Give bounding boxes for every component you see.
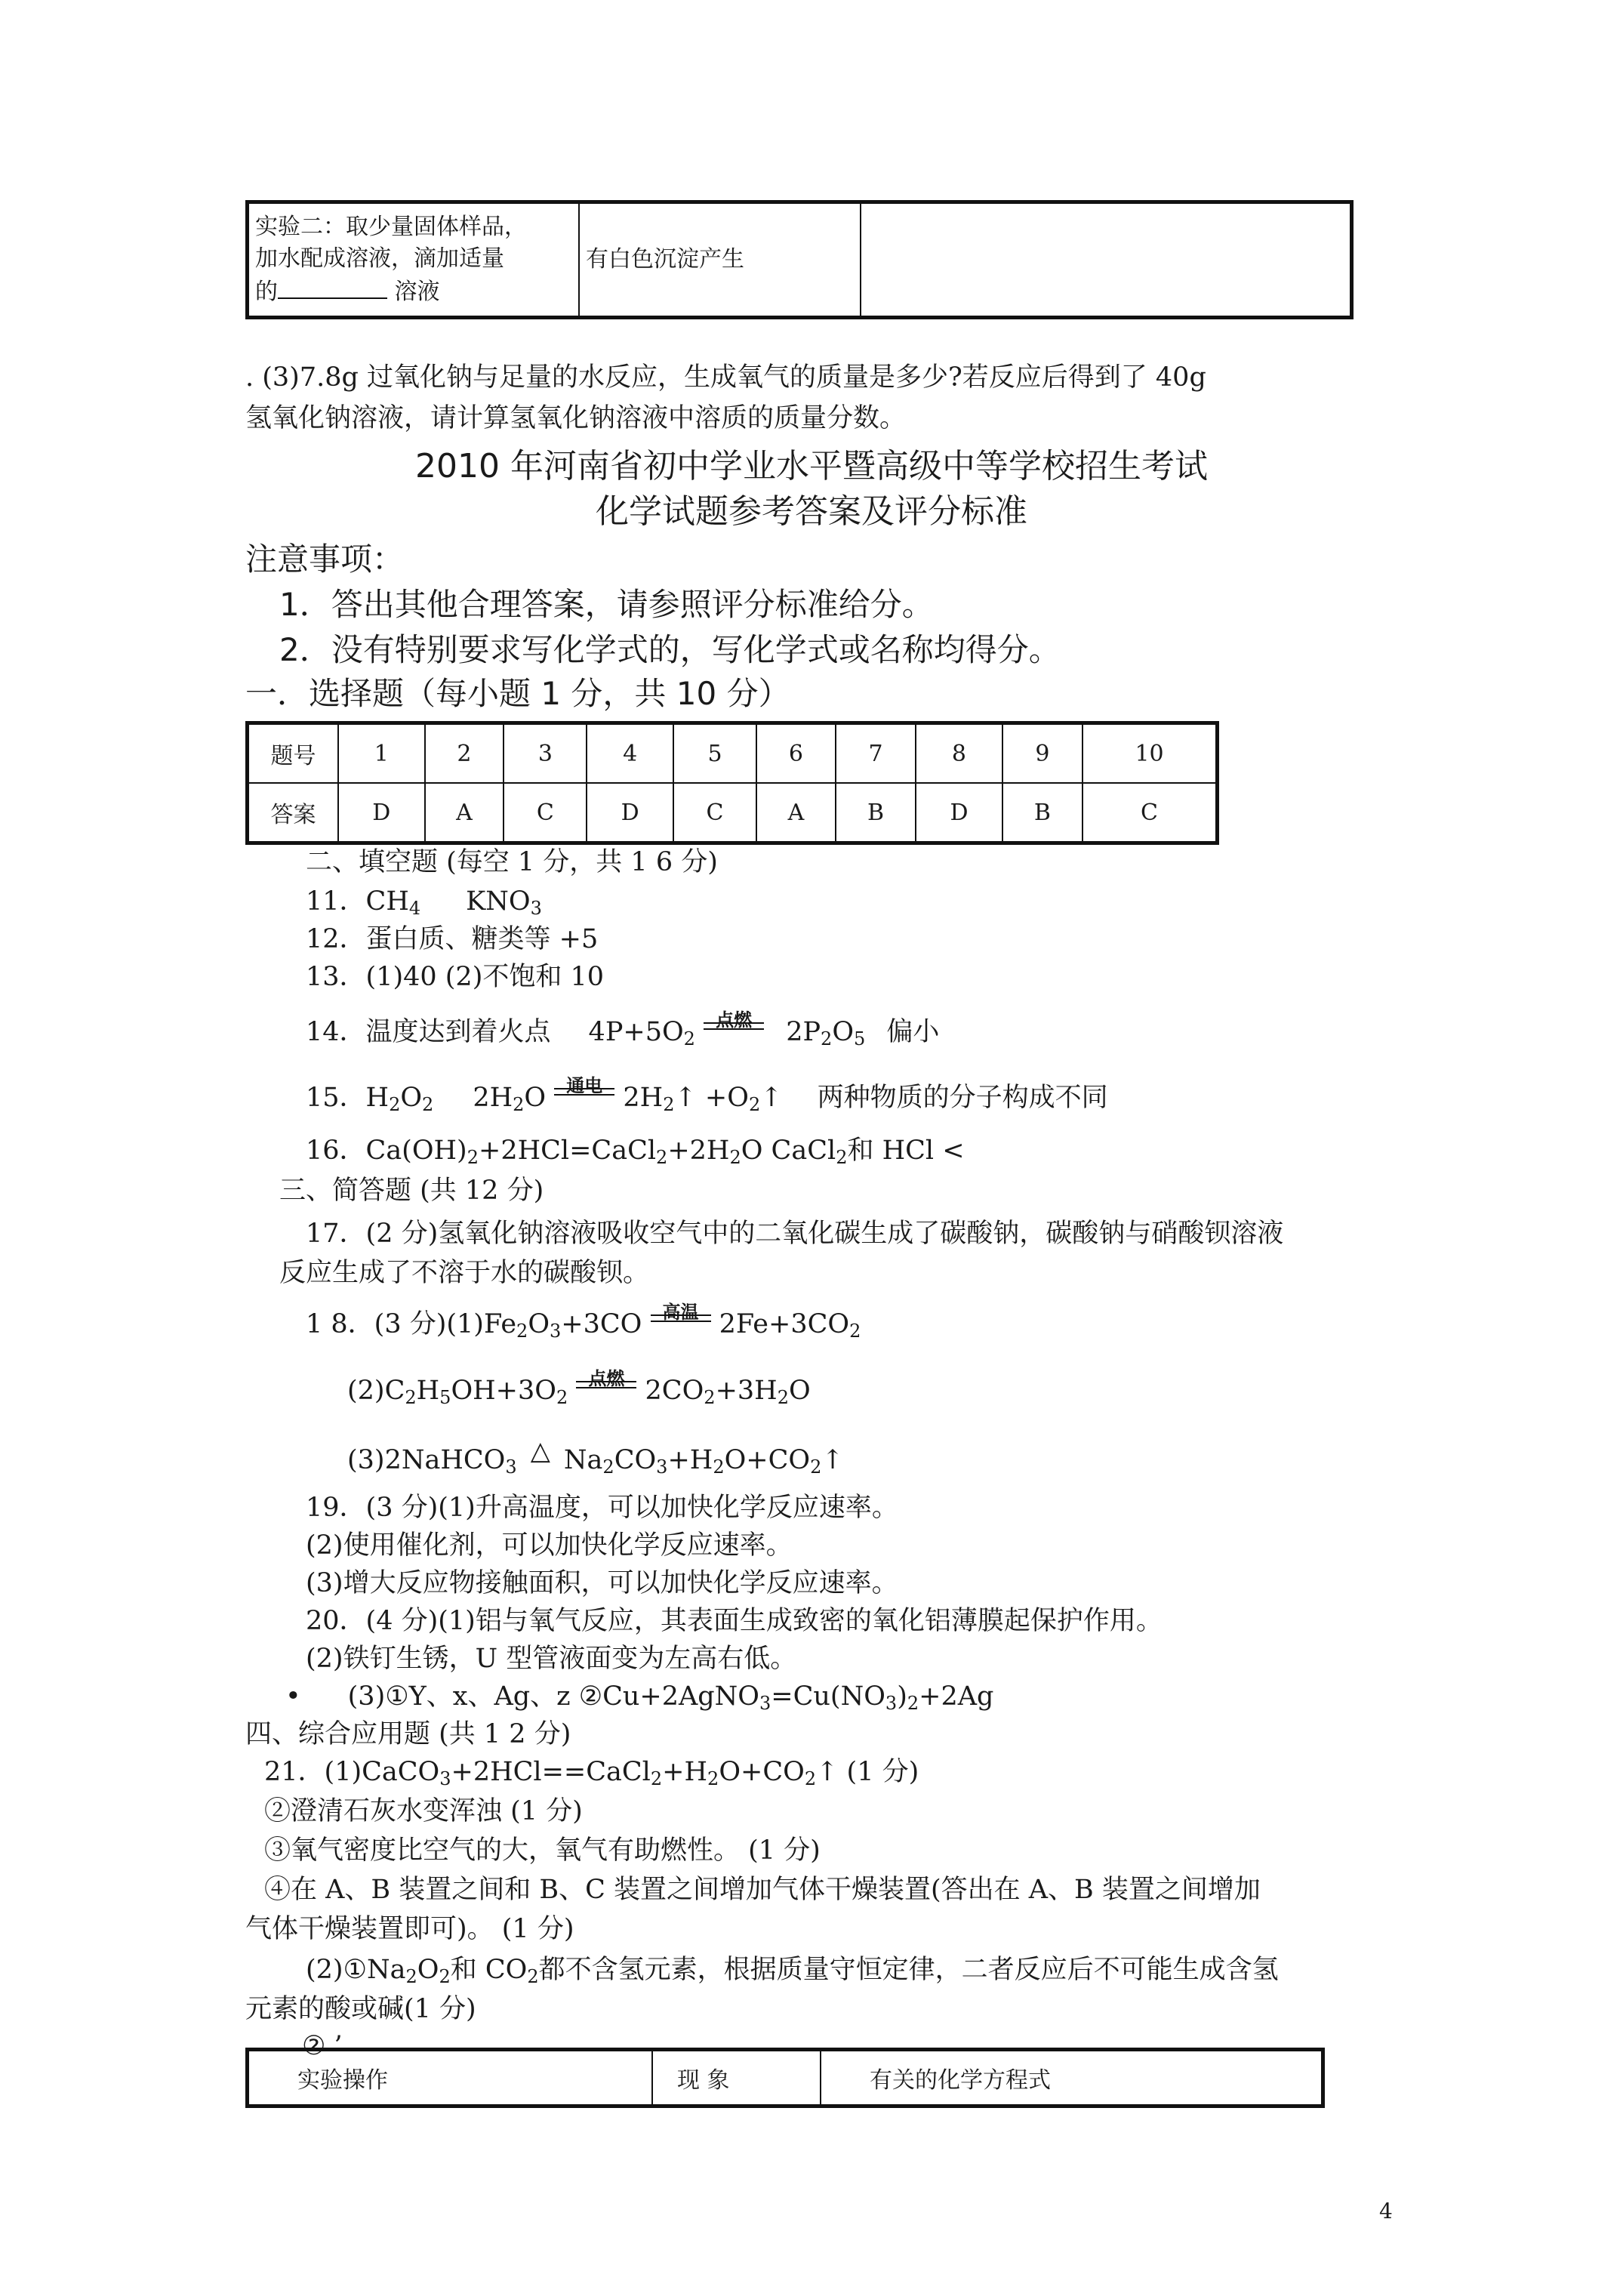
answer-16: 16．$Ca(OH)_2+2HCl=CaCl_2+2H_2O$ CaCl$_2$和 HCl <	[306, 1136, 965, 1168]
experiment-equation-cell	[861, 202, 1352, 318]
table-cell: 1	[338, 723, 425, 784]
table-cell: C	[1083, 783, 1217, 843]
answer-18-2: $(2)C_2H_5OH+3O_2$ 点燃 $2CO_2+3H_2O$	[347, 1368, 811, 1408]
answer-11: 11．$CH_4$ $KNO_3$	[306, 886, 542, 919]
answer-table	[245, 721, 1219, 845]
row-header: 答案	[248, 783, 339, 843]
notes-heading: 注意事项：	[245, 541, 405, 578]
question-3-line1: . (3)7.8g 过氧化钠与足量的水反应，生成氧气的质量是多少?若反应后得到了 40g	[245, 362, 1206, 393]
answer-20-line3: • (3)①Y、x、Ag、z $②Cu+2AgNO_3=Cu(NO_3)_2+2Ag$	[285, 1681, 994, 1714]
answer-20-line2: (2)铁钉生锈，U 型管液面变为左高右低。	[306, 1644, 797, 1674]
table-cell: D	[916, 783, 1002, 843]
answer-12: 12．蛋白质、糖类等 +5	[306, 924, 599, 954]
table-cell: D	[587, 783, 673, 843]
table-cell: 4	[587, 723, 673, 784]
table-cell: A	[425, 783, 504, 843]
table-cell: 6	[756, 723, 836, 784]
page-title: 2010 年河南省初中学业水平暨高级中等学校招生考试	[415, 447, 1208, 485]
table-row	[248, 723, 1218, 784]
page-number: 4	[1379, 2199, 1393, 2224]
answer-14: 14．温度达到着火点 $4P+5O_2$ 点燃 $2P_2O_5$ 偏小	[306, 1009, 940, 1049]
section-2-heading: 二、填空题 (每空 1 分，共 1 6 分)	[306, 847, 718, 877]
experiment-table-bottom	[245, 2048, 1325, 2108]
answer-19-line2: (2)使用催化剂，可以加快化学反应速率。	[306, 1530, 793, 1561]
answer-17-line1: 17．(2 分)氢氧化钠溶液吸收空气中的二氧化碳生成了碳酸钠，碳酸钠与硝酸钡溶液	[306, 1219, 1284, 1249]
answer-21-1: 21．$(1)CaCO_3+2HCl==CaCl_2+H_2O+CO_2↑$ (1 分)	[264, 1757, 919, 1789]
answer-21-line5: 气体干燥装置即可)。 (1 分)	[245, 1914, 574, 1944]
note-item-1: 1．答出其他合理答案，请参照评分标准给分。	[279, 586, 934, 623]
answer-19-line3: (3)增大反应物接触面积，可以加快化学反应速率。	[306, 1568, 898, 1598]
table-cell: C	[673, 783, 756, 843]
answer-21-line2: ②澄清石灰水变浑浊 (1 分)	[264, 1796, 583, 1826]
answer-18-1: 1 8．(3 分)$(1)Fe_2O_3+3CO$ 高温 $2Fe+3CO_2$	[306, 1302, 861, 1342]
table-cell: D	[338, 783, 425, 843]
table-header-equation: 有关的化学方程式	[821, 2050, 1323, 2106]
section-3-heading: 三、简答题 (共 12 分)	[279, 1176, 544, 1206]
answer-21-line3: ③氧气密度比空气的大，氧气有助燃性。 (1 分)	[264, 1835, 821, 1866]
answer-21-line4: ④在 A、B 装置之间和 B、C 装置之间增加气体干燥装置(答出在 A、B 装置之间增加	[264, 1875, 1261, 1905]
section-1-heading: 一．选择题（每小题 1 分，共 10 分）	[245, 675, 790, 712]
table-cell: B	[1002, 783, 1083, 843]
table-cell: 7	[836, 723, 916, 784]
table-cell: 2	[425, 723, 504, 784]
question-3-line2: 氢氧化钠溶液，请计算氢氧化钠溶液中溶质的质量分数。	[245, 403, 907, 433]
experiment-phenomenon-cell: 有白色沉淀产生	[579, 202, 861, 318]
table-header-operation: 实验操作	[248, 2050, 653, 2106]
answer-21-2-line2: 元素的酸或碱(1 分)	[245, 1994, 476, 2024]
fill-blank	[278, 275, 387, 299]
reaction-arrow: 通电	[554, 1099, 614, 1106]
answer-21-2: $(2)①Na_2O_2$和 $CO_2$都不含氢元素，根据质量守恒定律，二者反应后不可能生成含氢	[306, 1955, 1279, 1987]
section-4-heading: 四、综合应用题 (共 1 2 分)	[245, 1719, 571, 1749]
answer-18-3: (3)2NaHCO$_3$ △ $Na_2CO_3+H_2O+CO_2↑$	[347, 1436, 844, 1478]
answer-20-line1: 20．(4 分)(1)铝与氧气反应，其表面生成致密的氧化铝薄膜起保护作用。	[306, 1606, 1163, 1636]
experiment-table-top	[245, 200, 1354, 319]
table-header-phenomenon: 现 象	[652, 2050, 821, 2106]
reaction-arrow: 点燃	[576, 1391, 636, 1399]
answer-13: 13．(1)40 (2)不饱和 10	[306, 962, 605, 992]
reaction-arrow: 点燃	[704, 1033, 764, 1040]
table-cell: B	[836, 783, 916, 843]
experiment-operation-cell: 实验二：取少量固体样品， 加水配成溶液，滴加适量 的 溶液	[248, 202, 580, 318]
page-subtitle: 化学试题参考答案及评分标准	[596, 492, 1027, 531]
reaction-arrow: 高温	[651, 1325, 711, 1333]
answer-15: 15．$H_2O_2$ $2H_2O$ 通电 $2H_2↑$ $+O_2↑$ 两种物质的分子构成不同	[306, 1075, 1108, 1115]
table-row	[248, 2050, 1323, 2106]
table-cell: 3	[504, 723, 587, 784]
table-cell: 10	[1083, 723, 1217, 784]
answer-19-line1: 19．(3 分)(1)升高温度，可以加快化学反应速率。	[306, 1493, 898, 1523]
row-header: 题号	[248, 723, 339, 784]
table-cell: 8	[916, 723, 1002, 784]
table-cell: 5	[673, 723, 756, 784]
answer-21-circle2: ② ’	[302, 2031, 343, 2061]
table-row	[248, 783, 1218, 843]
note-item-2: 2．没有特别要求写化学式的，写化学式或名称均得分。	[279, 631, 1061, 668]
table-cell: 9	[1002, 723, 1083, 784]
table-cell: A	[756, 783, 836, 843]
answer-17-line2: 反应生成了不溶于水的碳酸钡。	[279, 1258, 650, 1288]
table-cell: C	[504, 783, 587, 843]
